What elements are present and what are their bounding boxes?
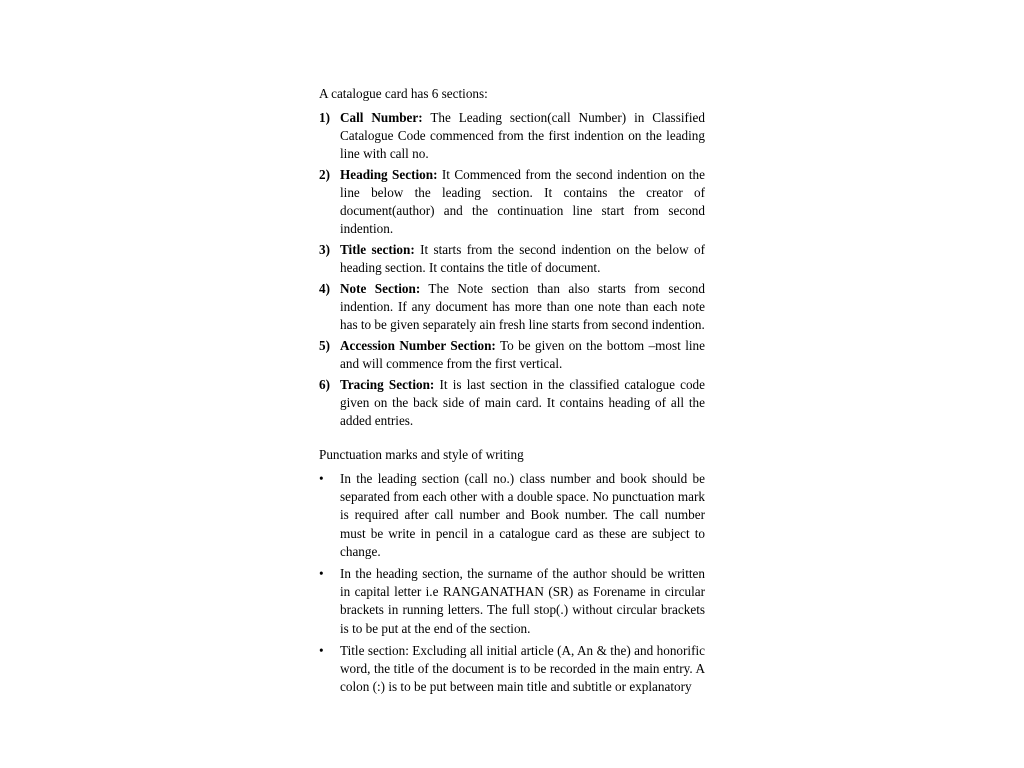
section-title: Accession Number Section: bbox=[340, 338, 496, 353]
section-item bbox=[319, 280, 705, 334]
section-item bbox=[319, 337, 705, 373]
section-item bbox=[319, 241, 705, 277]
section-title: Title section: bbox=[340, 242, 415, 257]
section-number: 3) bbox=[319, 242, 330, 257]
section-number: 5) bbox=[319, 338, 330, 353]
rule-text: Title section: Excluding all initial article (A, An & the) and honorific word, the title of the document is to be recorded in the main entry. A colon (:) is to be put between main title and subtitle or explanatory bbox=[340, 642, 705, 695]
punctuation-subheading: Punctuation marks and style of writing bbox=[319, 447, 524, 462]
section-title: Call Number: bbox=[340, 110, 423, 125]
sections-list bbox=[319, 109, 705, 430]
bullet-icon: • bbox=[319, 566, 324, 582]
rule-text: In the heading section, the surname of the author should be written in capital letter i.e RANGANATHAN (SR) as Forename in circular brackets in running letters. The full stop(.) without circular brackets is to be put at the end of the section. bbox=[340, 566, 705, 636]
rule-text: In the leading section (call no.) class number and book should be separated from each other with a double space. No punctuation mark is required after call number and Book number. The call number must be write in pencil in a catalogue card as these are subject to change. bbox=[340, 471, 705, 559]
section-item bbox=[319, 109, 705, 163]
rule-item bbox=[319, 470, 705, 561]
rule-item bbox=[319, 642, 705, 697]
section-text: It Commenced from the second indention on the line below the leading section. It contains the creator of document(author) and the continuation line start from second indention. bbox=[340, 167, 706, 236]
section-number: 2) bbox=[319, 167, 330, 182]
section-text: The Note section than also starts from second indention. If any document has more than one note than each note has to be given separately ain fresh line starts from second indention. bbox=[340, 281, 705, 332]
bullet-icon: • bbox=[319, 471, 324, 486]
section-number: 1) bbox=[319, 110, 330, 125]
section-title: Heading Section: bbox=[340, 167, 438, 182]
intro-text: A catalogue card has 6 sections: bbox=[319, 86, 488, 101]
section-title: Note Section: bbox=[340, 281, 421, 296]
document-page bbox=[319, 85, 705, 700]
rule-item bbox=[319, 565, 705, 638]
section-text: The Leading section(call Number) in Classified Catalogue Code commenced from the first indention on the leading line with call no. bbox=[340, 110, 705, 161]
section-number: 6) bbox=[319, 377, 330, 392]
section-text: It starts from the second indention on the below of heading section. It contains the title of document. bbox=[340, 242, 705, 275]
section-item bbox=[319, 376, 705, 430]
section-text: It is last section in the classified catalogue code given on the back side of main card. It contains heading of all the added entries. bbox=[340, 377, 706, 428]
bullet-icon: • bbox=[319, 642, 324, 658]
section-number: 4) bbox=[319, 281, 330, 296]
section-title: Tracing Section: bbox=[340, 377, 435, 392]
section-item bbox=[319, 166, 705, 238]
rules-list bbox=[319, 470, 705, 696]
section-text: To be given on the bottom –most line and will commence from the first vertical. bbox=[340, 338, 705, 371]
